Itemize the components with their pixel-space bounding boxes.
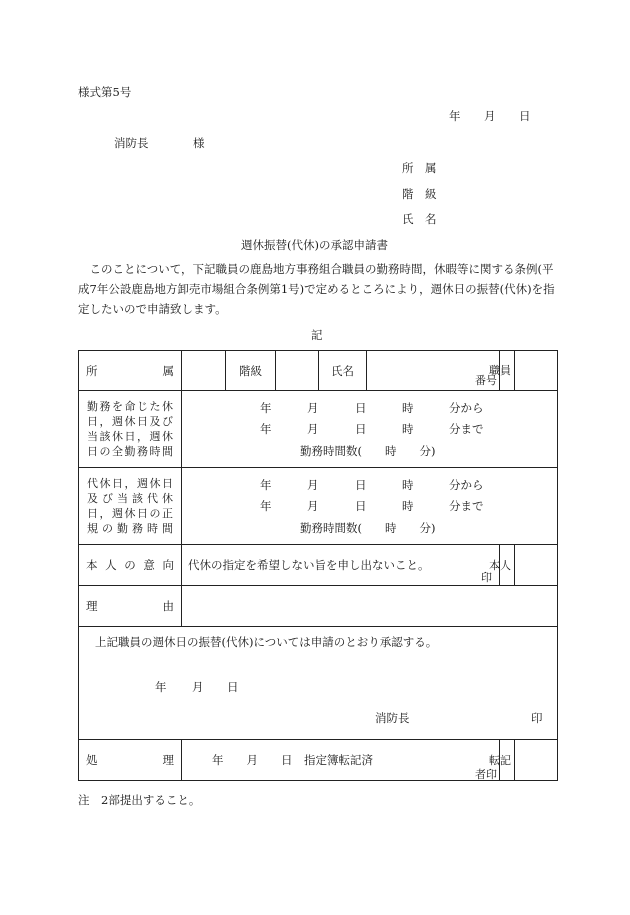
- approval-chief: 消防長: [375, 711, 410, 725]
- intention-label: 本人の意向: [79, 545, 182, 586]
- approval-year: 年: [155, 680, 167, 694]
- ordered-work-label: 勤務を命じた休日，週休日及び当該休日，週休日の全勤務時間: [79, 391, 182, 468]
- applicant-seal-label: [489, 545, 515, 586]
- addressee: 消防長: [114, 136, 149, 150]
- staff-number-line2: 番号: [475, 374, 497, 387]
- sub-from-month: 月: [307, 478, 319, 492]
- work-hours: 勤務時間数( 時 分): [300, 444, 436, 458]
- to-day: 日: [355, 422, 367, 436]
- row-reason: [79, 586, 558, 627]
- from-month: 月: [307, 401, 319, 415]
- rank-label: 階 級: [402, 187, 437, 201]
- to-year: 年: [260, 422, 272, 436]
- processing-label: 処 理: [79, 740, 182, 781]
- approval-month: 月: [192, 680, 204, 694]
- transcriber-seal-line1: 転記: [489, 753, 511, 767]
- sub-to-minute: 分まで: [449, 499, 484, 513]
- staff-number-line1: 職員: [489, 364, 511, 377]
- reason-label: 理 由: [79, 586, 182, 627]
- transcriber-seal-label: [489, 740, 515, 781]
- from-hour: 時: [402, 401, 414, 415]
- sub-to-day: 日: [355, 499, 367, 513]
- affiliation-label: 所 属: [402, 161, 437, 175]
- application-table: [78, 350, 558, 781]
- to-hour: 時: [402, 422, 414, 436]
- honorific: 様: [193, 136, 205, 150]
- applicant-seal-box[interactable]: [515, 545, 558, 586]
- sub-work-hours: 勤務時間数( 時 分): [300, 521, 436, 535]
- substitute-day-times[interactable]: [182, 468, 558, 545]
- date-day: 日: [519, 109, 531, 123]
- form-number: 様式第5号: [78, 85, 132, 99]
- affiliation-cell: 所 属: [79, 351, 182, 391]
- ordered-work-times[interactable]: [182, 391, 558, 468]
- to-month: 月: [307, 422, 319, 436]
- approval-seal: 印: [531, 711, 543, 725]
- sub-from-year: 年: [260, 478, 272, 492]
- rank-cell: 階級: [226, 351, 276, 391]
- name-cell: 氏名: [319, 351, 367, 391]
- body-paragraph: このことについて，下記職員の鹿島地方事務組合職員の勤務時間，休暇等に関する条例(平成7年公設鹿島地方卸売市場組合条例第1号)で定めるところにより，週休日の振替(代休)を指定したいので申請致します。: [78, 262, 555, 316]
- from-year: 年: [260, 401, 272, 415]
- row-ordered-work: [79, 391, 558, 468]
- row-substitute-day: [79, 468, 558, 545]
- sub-from-hour: 時: [402, 478, 414, 492]
- ki-label: 記: [311, 328, 323, 342]
- sub-to-hour: 時: [402, 499, 414, 513]
- date-year: 年: [449, 109, 461, 123]
- processing-text: 年 月 日 指定簿転記済: [182, 740, 500, 781]
- row-approval: [79, 627, 558, 740]
- sub-to-month: 月: [307, 499, 319, 513]
- approval-text: 上記職員の週休日の振替(代休)については申請のとおり承認する。: [95, 635, 438, 649]
- date-month: 月: [484, 109, 496, 123]
- staff-number-label: [489, 351, 515, 391]
- from-minute: 分から: [449, 401, 484, 415]
- rank-value[interactable]: [276, 351, 319, 391]
- applicant-seal-line2: 印: [481, 571, 492, 584]
- intention-text: 代休の指定を希望しない旨を申し出ないこと。: [182, 545, 500, 586]
- from-day: 日: [355, 401, 367, 415]
- note: 注 2部提出すること。: [78, 793, 201, 807]
- to-minute: 分まで: [449, 422, 484, 436]
- affiliation-value[interactable]: [182, 351, 226, 391]
- approval-day: 日: [227, 680, 239, 694]
- staff-number-value[interactable]: [515, 351, 558, 391]
- approval-block: [79, 627, 558, 740]
- sub-to-year: 年: [260, 499, 272, 513]
- transcriber-seal-box[interactable]: [515, 740, 558, 781]
- reason-value[interactable]: [182, 586, 558, 627]
- sub-from-day: 日: [355, 478, 367, 492]
- sub-from-minute: 分から: [449, 478, 484, 492]
- substitute-day-label: 代休日，週休日及び当該代休日，週休日の正規の勤務時間: [79, 468, 182, 545]
- document-title: 週休振替(代休)の承認申請書: [241, 238, 388, 252]
- name-label: 氏 名: [402, 212, 437, 226]
- applicant-seal-line1: 本人: [489, 558, 511, 572]
- transcriber-seal-line2: 者印: [475, 768, 497, 781]
